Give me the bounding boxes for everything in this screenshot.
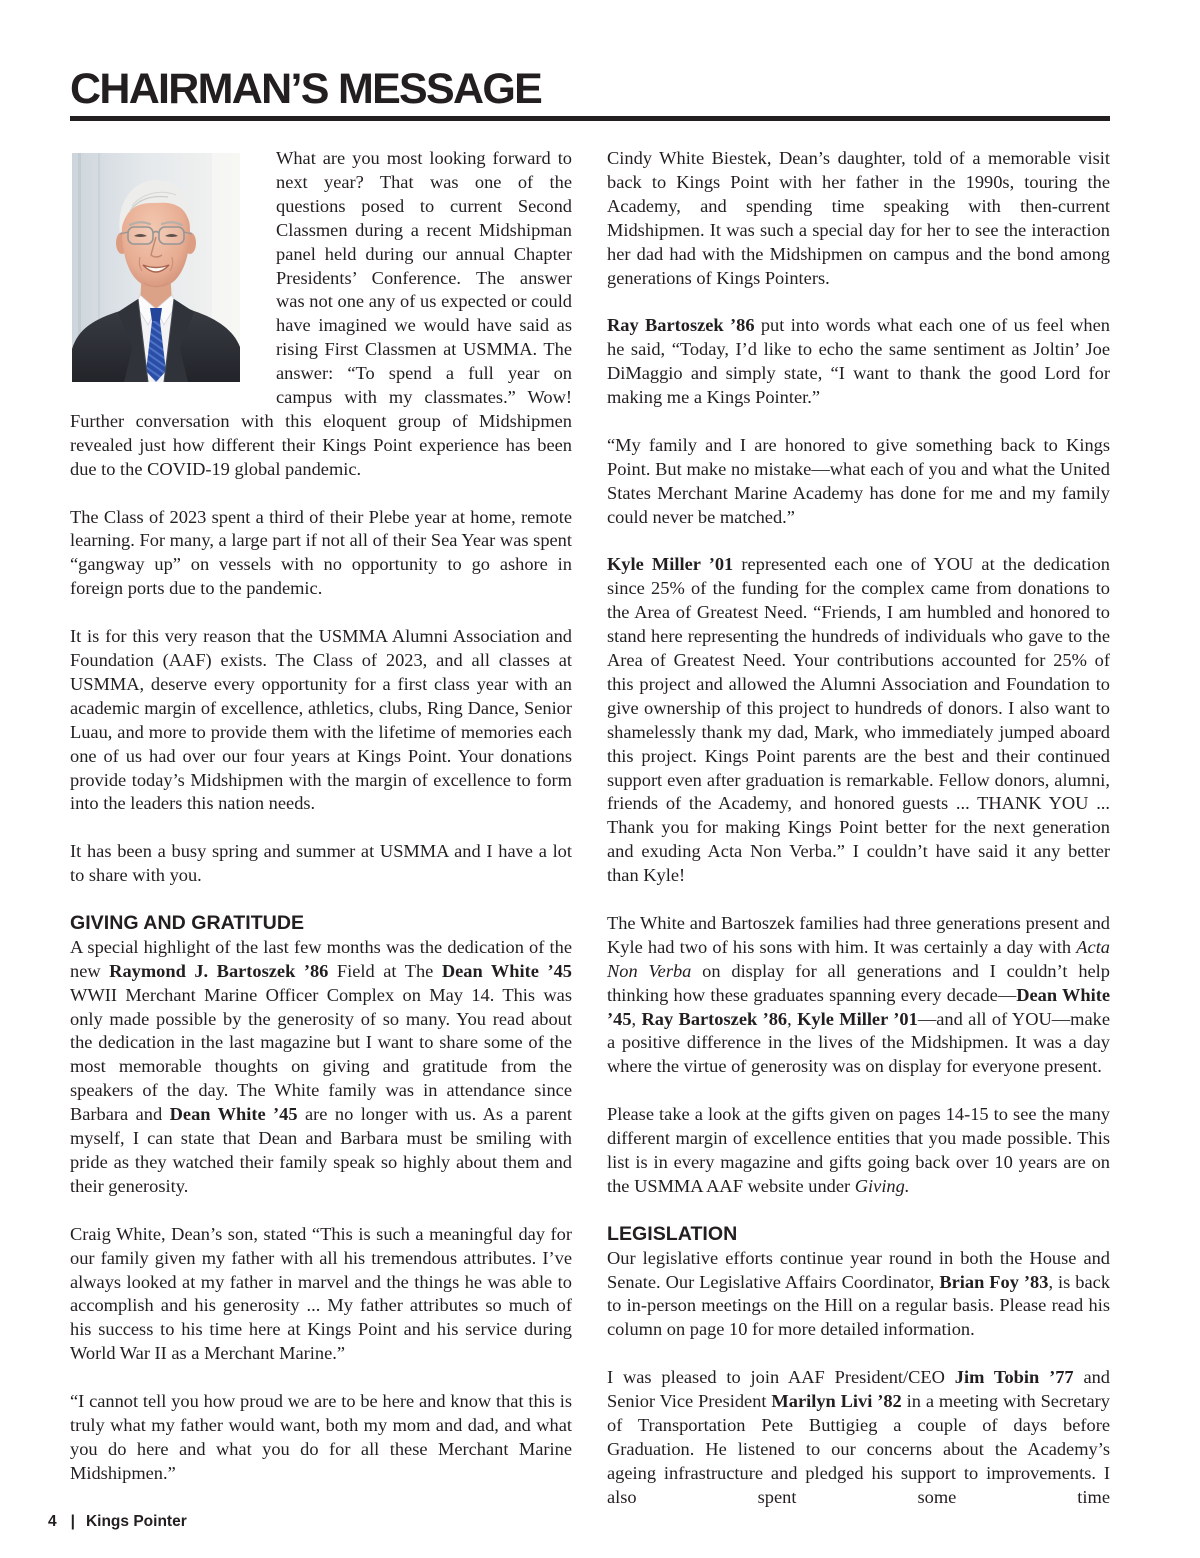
intro-paragraph [70, 625, 572, 816]
intro-paragraph [70, 506, 572, 602]
legislation-paragraph [607, 1366, 1110, 1509]
text-run: I was pleased to join AAF President/CEO [607, 1367, 955, 1388]
giving-paragraph [607, 1103, 1110, 1199]
text-run: are no longer with us. As a parent myself, I can state that Dean and Barbara must be smiling with pride as they watched their family speak so highly about them and their generosity. [70, 1104, 573, 1196]
text-run: —and all of YOU—make a positive difference in the lives of the Midshipmen. It was a day where the virtue of generosity was on display for everyone present. [607, 1008, 1110, 1077]
giving-paragraph [607, 314, 1110, 410]
bold-text: Kyle Miller ’01 [607, 554, 734, 575]
text-run: , is back to in-person meetings on the Hill on a regular basis. Please read his column on page 10 for more detailed information. [607, 1271, 1111, 1340]
giving-paragraph [607, 147, 1110, 290]
text-run: “I cannot tell you how proud we are to be here and know that this is truly what my father would want, both my mom and dad, and what you do here and what you do for all these Merchant Marine Midshipmen.” [70, 1391, 572, 1483]
text-run: , [631, 1008, 642, 1029]
bold-text: Ray Bartoszek ’86 [641, 1008, 788, 1029]
section-heading-legislation: LEGISLATION [607, 1222, 738, 1245]
bold-text: Dean White ’45 [441, 960, 572, 981]
title-rule [70, 116, 1110, 121]
section-heading-giving-and-gratitude: GIVING AND GRATITUDE [70, 911, 305, 934]
page-number: 4 [48, 1513, 57, 1530]
text-run: , [787, 1008, 798, 1029]
bold-text: Kyle Miller ’01 [797, 1008, 918, 1029]
text-run: Field at The [328, 960, 442, 981]
text-run: The Class of 2023 spent a third of their Plebe year at home, remote learning. For many, a large part if not all of their Sea Year was spent “gangway up” on vessels with no opportunity to go ashore in foreign ports due to the pandemic. [70, 506, 572, 599]
giving-paragraph [607, 553, 1110, 888]
text-run: in a meeting with Secretary of Transportation Pete Buttigieg a couple of days before Graduation. He listened to our concerns about the Academy’s ageing infrastructure and pledged his support to improvements. I also spent some time [607, 1391, 1111, 1507]
text-run: Craig White, Dean’s son, stated “This is such a meaningful day for our family given my father with all his tremendous attributes. I’ve always looked at my father in marvel and the things he was able to accomplish and his generosity ... My father attributes so much of his success to his time here at Kings Point and his service during World War II as a Merchant Marine.” [70, 1223, 572, 1364]
giving-paragraph [607, 434, 1110, 530]
intro-paragraph [70, 840, 572, 888]
giving-paragraph [70, 1390, 572, 1486]
portrait-image [72, 153, 240, 382]
text-run: put into words what each one of us feel when he said, “Today, I’d like to echo the same sentiment as Joltin’ Joe DiMaggio and simply state, “I want to thank the good Lord for making me a Kings Pointer.” [607, 315, 1110, 408]
giving-paragraph [70, 1223, 572, 1366]
giving-paragraph [607, 912, 1110, 1079]
text-run: A special highlight of the last few months was the dedication of the new [70, 936, 572, 981]
bold-text: Dean White ’45 [607, 984, 1110, 1029]
italic-text: Acta Non Verba [607, 936, 1110, 981]
bold-text: Jim Tobin ’77 [954, 1367, 1074, 1388]
left-column [70, 147, 572, 1510]
bold-text: Ray Bartoszek ’86 [607, 315, 755, 336]
text-run: It has been a busy spring and summer at USMMA and I have a lot to share with you. [70, 841, 572, 886]
text-run: and Senior Vice President [607, 1367, 1111, 1412]
text-run: It is for this very reason that the USMMA Alumni Association and Foundation (AAF) exists. The Class of 2023, and all classes at USMMA, deserve every opportunity for a first class year with an academic margin of excellence, athletics, clubs, Ring Dance, Senior Luau, and more to provide them with the lifetime of memories each one of us had over our four years at Kings Point. Your donations provide today’s Midshipmen with the margin of excellence to form into the leaders this nation needs. [70, 626, 572, 814]
bold-text: Marilyn Livi ’82 [771, 1391, 902, 1412]
legislation-paragraph [607, 1247, 1110, 1343]
page-title: CHAIRMAN’S MESSAGE [70, 65, 542, 113]
publication-name: Kings Pointer [85, 1513, 187, 1530]
text-run: Cindy White Biestek, Dean’s daughter, told of a memorable visit back to Kings Point with her father in the 1990s, touring the Academy, and spending time speaking with then-current Midshipmen. It was such a special day for her to see the interaction her dad had with the Midshipmen on campus and the bond among generations of Kings Pointers. [607, 148, 1110, 288]
text-run: WWII Merchant Marine Officer Complex on May 14. This was only made possible by the generosity of so many. You read about the dedication in the last magazine but I want to share some of the most memorable thoughts on giving and gratitude from the speakers of the day. The White family was in attendance since Barbara and [70, 984, 572, 1125]
chairman-portrait-photo [72, 153, 240, 382]
text-run: Our legislative efforts continue year round in both the House and Senate. Our Legislative Affairs Coordinator, [607, 1247, 1110, 1292]
text-run: The White and Bartoszek families had three generations present and Kyle had two of his sons with him. It was certainly a day with [607, 912, 1110, 957]
italic-text: Giving. [854, 1175, 910, 1196]
text-run: What are you most looking forward to next year? That was one of the questions posed to current Second Classmen during a recent Midshipman panel held during our annual Chapter Presidents’ Conference. The answer was not one any of us expected or could have imagined we would have said as rising First Classmen at USMMA. The answer: “To spend a full year on campus with my classmates.” Wow! Further conversation with this eloquent group of Midshipmen revealed just how different their Kings Point experience has been due to the COVID-19 global pandemic. [70, 148, 572, 479]
text-run: Please take a look at the gifts given on pages 14-15 to see the many different margin of excellence entities that you made possible. This list is in every magazine and gifts going back over 10 years are on the USMMA AAF website under [607, 1104, 1110, 1196]
text-run: “My family and I are honored to give something back to Kings Point. But make no mistake—what each of you and what the United States Merchant Marine Academy has done for me and my family could never be matched.” [607, 434, 1110, 527]
bold-text: Raymond J. Bartoszek ’86 [109, 960, 329, 981]
text-run: on display for all generations and I couldn’t help thinking how these graduates spanning every decade— [607, 960, 1110, 1005]
bold-text: Dean White ’45 [169, 1104, 298, 1125]
bold-text: Brian Foy ’83 [939, 1271, 1049, 1292]
right-column [607, 147, 1110, 1533]
footer-separator: | [70, 1513, 75, 1530]
page-footer [48, 1512, 187, 1532]
giving-paragraph [70, 936, 572, 1199]
text-run: represented each one of YOU at the dedication since 25% of the funding for the complex came from donations to the Area of Greatest Need. “Friends, I am humbled and honored to stand here representing the hundreds of individuals who gave to the Area of Greatest Need. Your contributions accounted for 25% of this project and allowed the Alumni Association and Foundation to give ownership of this project to hundreds of donors. I also want to shamelessly thank my dad, Mark, who immediately jumped aboard this project. Kings Point parents are the best and their continued support even after graduation is remarkable. Fellow donors, alumni, friends of the Academy, and honored guests ... THANK YOU ... Thank you for making Kings Point better for the next generation and exuding Acta Non Verba.” I couldn’t have said it any better than Kyle! [607, 554, 1110, 886]
